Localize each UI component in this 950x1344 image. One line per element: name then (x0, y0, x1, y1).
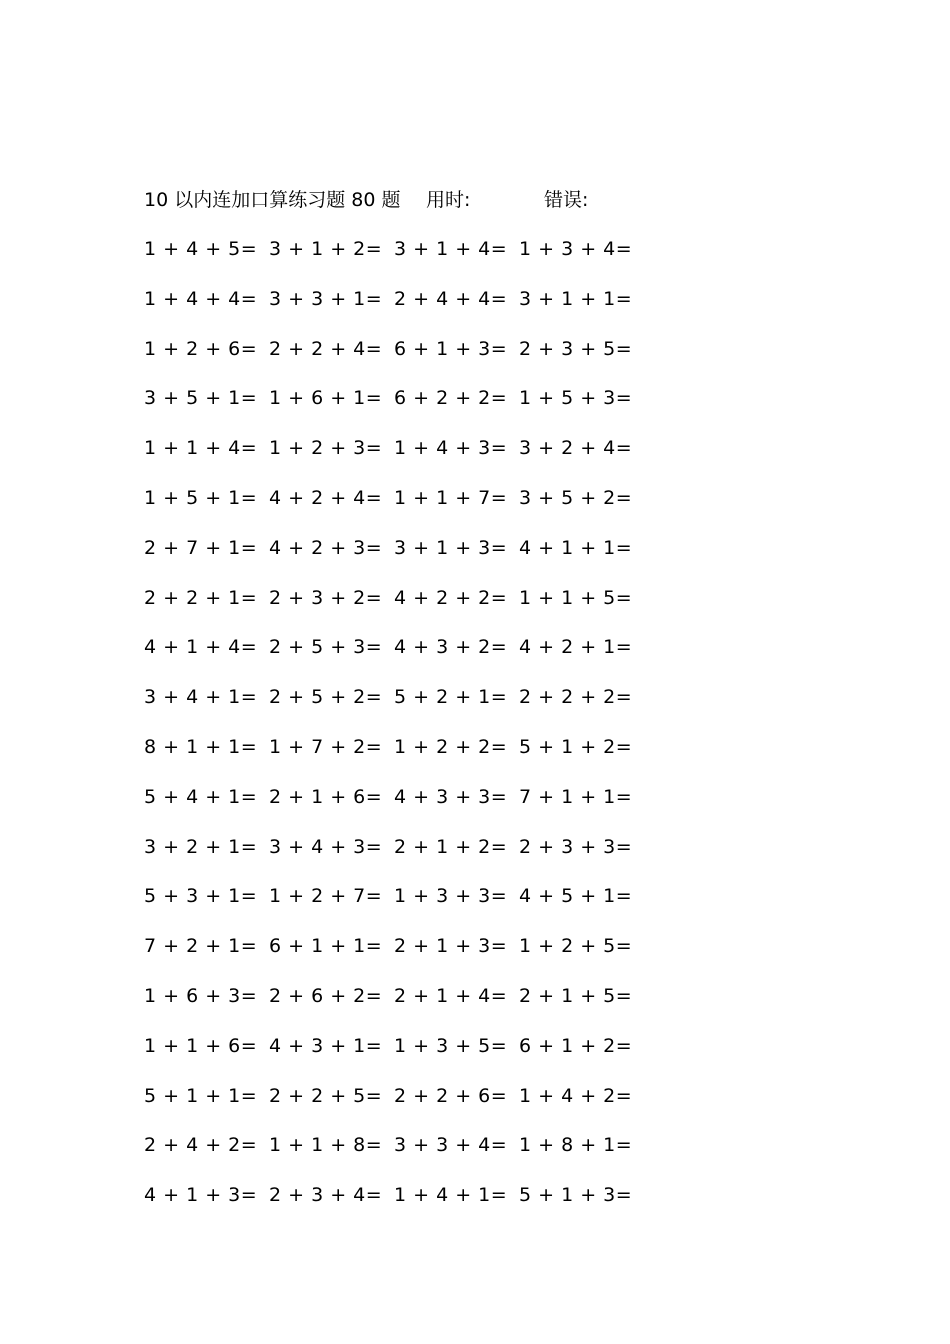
math-problem: 3 + 4 + 3= (269, 835, 383, 858)
math-problem: 3 + 1 + 2= (269, 238, 383, 260)
math-problem: 4 + 3 + 2= (394, 636, 508, 659)
math-problem: 2 + 2 + 1= (144, 586, 258, 609)
math-problem: 1 + 4 + 5= (144, 238, 258, 260)
math-problem: 1 + 5 + 3= (519, 387, 633, 410)
math-problem: 3 + 1 + 1= (519, 287, 633, 310)
math-problem: 1 + 2 + 7= (269, 885, 383, 908)
math-problem: 3 + 5 + 1= (144, 387, 258, 410)
math-problem: 2 + 2 + 2= (519, 686, 633, 709)
math-problem: 7 + 1 + 1= (519, 785, 633, 808)
math-problem: 2 + 3 + 4= (269, 1184, 383, 1207)
math-problem: 5 + 2 + 1= (394, 686, 508, 709)
math-problem: 2 + 1 + 2= (394, 835, 508, 858)
math-problem: 4 + 1 + 4= (144, 636, 258, 659)
math-problem: 1 + 2 + 5= (519, 935, 633, 958)
math-problem: 1 + 2 + 6= (144, 337, 258, 360)
math-problem: 6 + 2 + 2= (394, 387, 508, 410)
math-problem: 1 + 2 + 3= (269, 437, 383, 460)
math-problem: 1 + 1 + 7= (394, 486, 508, 509)
math-problem: 6 + 1 + 2= (519, 1034, 633, 1057)
worksheet-header (144, 185, 624, 215)
math-problem: 7 + 2 + 1= (144, 935, 258, 958)
math-problem: 1 + 1 + 4= (144, 437, 258, 460)
math-problem: 8 + 1 + 1= (144, 735, 258, 758)
math-problem: 2 + 2 + 6= (394, 1084, 508, 1107)
math-problem: 4 + 2 + 2= (394, 586, 508, 609)
errors-label: 错误: (544, 189, 589, 211)
math-problem: 5 + 4 + 1= (144, 785, 258, 808)
math-problem: 4 + 3 + 1= (269, 1034, 383, 1057)
math-problem: 4 + 2 + 4= (269, 486, 383, 509)
math-problem: 2 + 2 + 5= (269, 1084, 383, 1107)
math-problem: 2 + 3 + 2= (269, 586, 383, 609)
math-problem: 3 + 3 + 4= (394, 1134, 508, 1157)
math-problem: 2 + 5 + 3= (269, 636, 383, 659)
math-problem: 2 + 1 + 3= (394, 935, 508, 958)
math-problem: 1 + 4 + 4= (144, 287, 258, 310)
math-problem: 2 + 3 + 3= (519, 835, 633, 858)
math-problem: 5 + 3 + 1= (144, 885, 258, 908)
math-problem: 5 + 1 + 2= (519, 735, 633, 758)
math-problem: 1 + 1 + 5= (519, 586, 633, 609)
math-problem: 2 + 6 + 2= (269, 984, 383, 1007)
math-problem: 2 + 1 + 5= (519, 984, 633, 1007)
math-problem: 2 + 4 + 2= (144, 1134, 258, 1157)
math-problem: 1 + 4 + 1= (394, 1184, 508, 1207)
math-problem: 4 + 2 + 1= (519, 636, 633, 659)
math-problem: 4 + 1 + 3= (144, 1184, 258, 1207)
math-problem: 1 + 1 + 8= (269, 1134, 383, 1157)
math-problem: 3 + 5 + 2= (519, 486, 633, 509)
math-problem: 2 + 5 + 2= (269, 686, 383, 709)
math-problem: 4 + 1 + 1= (519, 536, 633, 559)
math-problem: 1 + 4 + 2= (519, 1084, 633, 1107)
math-problem: 5 + 1 + 3= (519, 1184, 633, 1207)
math-problem: 1 + 1 + 6= (144, 1034, 258, 1057)
math-problem: 3 + 2 + 4= (519, 437, 633, 460)
math-problem: 4 + 3 + 3= (394, 785, 508, 808)
math-problem: 2 + 1 + 4= (394, 984, 508, 1007)
math-problem: 4 + 2 + 3= (269, 536, 383, 559)
math-problem: 1 + 4 + 3= (394, 437, 508, 460)
math-problem: 1 + 8 + 1= (519, 1134, 633, 1157)
math-problem: 4 + 5 + 1= (519, 885, 633, 908)
math-problem: 1 + 7 + 2= (269, 735, 383, 758)
math-problem: 1 + 5 + 1= (144, 486, 258, 509)
math-problem: 2 + 3 + 5= (519, 337, 633, 360)
math-problem: 2 + 2 + 4= (269, 337, 383, 360)
math-problem: 2 + 1 + 6= (269, 785, 383, 808)
math-problem: 3 + 4 + 1= (144, 686, 258, 709)
math-problem: 2 + 7 + 1= (144, 536, 258, 559)
math-problem: 1 + 3 + 4= (519, 238, 633, 260)
math-problem: 1 + 2 + 2= (394, 735, 508, 758)
math-problem: 3 + 3 + 1= (269, 287, 383, 310)
math-problem: 1 + 6 + 3= (144, 984, 258, 1007)
math-problem: 6 + 1 + 1= (269, 935, 383, 958)
math-problem: 6 + 1 + 3= (394, 337, 508, 360)
math-problem: 1 + 3 + 5= (394, 1034, 508, 1057)
math-problem: 3 + 1 + 3= (394, 536, 508, 559)
time-label: 用时: (426, 189, 471, 211)
math-problem: 1 + 6 + 1= (269, 387, 383, 410)
math-problem: 5 + 1 + 1= (144, 1084, 258, 1107)
math-problem: 2 + 4 + 4= (394, 287, 508, 310)
math-problem: 3 + 1 + 4= (394, 238, 508, 260)
worksheet-title: 10 以内连加口算练习题 80 题 (144, 189, 401, 211)
math-problem: 3 + 2 + 1= (144, 835, 258, 858)
problem-grid (144, 234, 644, 1230)
math-problem: 1 + 3 + 3= (394, 885, 508, 908)
